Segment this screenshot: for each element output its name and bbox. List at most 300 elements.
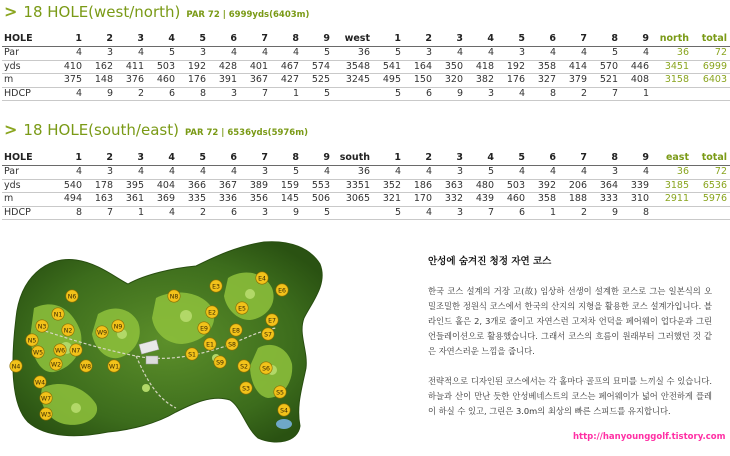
hole-marker-e7 — [266, 314, 278, 326]
row-label: m — [2, 74, 54, 88]
hole-marker-s7 — [262, 328, 274, 340]
table-cell: 428 — [209, 60, 240, 74]
table-cell: 6 — [209, 206, 240, 220]
table-cell: 5 — [302, 87, 333, 101]
hole-marker-w1 — [108, 360, 120, 372]
row-label: yds — [2, 179, 54, 193]
table-cell: 8 — [178, 87, 209, 101]
table-cell: 4 — [404, 206, 435, 220]
hole-marker-label: N8 — [169, 293, 179, 301]
south-east-scorecard — [2, 151, 730, 220]
table-cell: 335 — [178, 193, 209, 207]
table-cell: 4 — [435, 47, 466, 61]
hole-marker-n8 — [168, 290, 180, 302]
hole-marker-label: E2 — [208, 309, 216, 317]
table-cell: 4 — [240, 47, 271, 61]
hole-marker-s4 — [278, 404, 290, 416]
table-cell: 3 — [466, 87, 497, 101]
hole-marker-label: E6 — [278, 287, 286, 295]
table-cell: 4 — [466, 32, 497, 47]
table-cell: 7 — [466, 206, 497, 220]
hole-marker-label: S8 — [228, 341, 236, 349]
table-cell: 5 — [178, 32, 209, 47]
hole-marker-s9 — [214, 356, 226, 368]
table-cell: 6 — [528, 32, 559, 47]
hole-marker-w4 — [34, 376, 46, 388]
table-cell: 327 — [528, 74, 559, 88]
hole-marker-e6 — [276, 284, 288, 296]
table-cell: 4 — [404, 166, 435, 180]
table-cell: 4 — [209, 166, 240, 180]
hole-marker-label: W1 — [108, 363, 120, 371]
table-cell: 6 — [209, 151, 240, 166]
table-cell: 2911 — [652, 193, 692, 207]
table-cell: 363 — [435, 179, 466, 193]
table-cell: 4 — [54, 87, 85, 101]
table-cell: 186 — [404, 179, 435, 193]
table-cell: 4 — [147, 166, 178, 180]
table-cell — [652, 87, 692, 101]
table-cell: 7 — [240, 151, 271, 166]
table-cell: 480 — [466, 179, 497, 193]
table-cell: south — [333, 151, 373, 166]
table-cell: 570 — [590, 60, 621, 74]
south-east-title: 18 HOLE(south/east) — [23, 121, 179, 139]
table-cell: 6 — [209, 32, 240, 47]
table-cell: 408 — [621, 74, 652, 88]
table-cell: north — [652, 32, 692, 47]
table-row — [2, 179, 730, 193]
hole-marker-label: E4 — [258, 275, 266, 283]
table-cell: 5 — [466, 166, 497, 180]
table-cell: 418 — [466, 60, 497, 74]
table-cell: 176 — [497, 74, 528, 88]
table-cell: 3 — [435, 206, 466, 220]
table-cell: 391 — [209, 74, 240, 88]
hole-marker-label: E7 — [268, 317, 276, 325]
table-cell — [333, 87, 373, 101]
table-row — [2, 206, 730, 220]
table-cell: 9 — [271, 206, 302, 220]
hole-marker-label: S6 — [262, 365, 270, 373]
table-cell: 1 — [373, 151, 404, 166]
table-cell: 4 — [54, 166, 85, 180]
table-cell: 4 — [116, 47, 147, 61]
hole-marker-e8 — [230, 324, 242, 336]
table-cell: 2 — [404, 32, 435, 47]
table-cell: 310 — [621, 193, 652, 207]
table-cell: 382 — [466, 74, 497, 88]
table-row — [2, 47, 730, 61]
hole-marker-label: W6 — [54, 347, 66, 355]
table-cell: 5 — [373, 87, 404, 101]
hole-marker-w8 — [80, 360, 92, 372]
table-cell: 178 — [85, 179, 116, 193]
table-cell: 4 — [528, 166, 559, 180]
table-cell: 339 — [621, 179, 652, 193]
table-cell: 145 — [271, 193, 302, 207]
table-cell: 164 — [404, 60, 435, 74]
table-cell: 410 — [54, 60, 85, 74]
table-cell: 9 — [621, 32, 652, 47]
table-cell: 6403 — [692, 74, 730, 88]
table-cell: 7 — [559, 32, 590, 47]
table-cell: 3 — [116, 151, 147, 166]
table-cell: 5 — [147, 47, 178, 61]
table-cell: 7 — [559, 151, 590, 166]
table-cell: 6 — [147, 87, 178, 101]
row-label: Par — [2, 47, 54, 61]
table-cell: 5 — [497, 151, 528, 166]
table-cell: 170 — [404, 193, 435, 207]
table-cell: 427 — [271, 74, 302, 88]
course-description-paragraph-1: 한국 코스 설계의 거장 고(故) 임상하 선생이 설계한 코스로 그는 일본식의 오밀조밀한 정원식 코스에서 한국의 산지의 지형을 활용한 코스 설계가입니다. 블라인드 홀은 2, 3개로 줄이고 자연스런 고저차 언덕을 페어웨이 업다운과 그린 언들레이션으로 활용했습니다. 그래서 코스의 흐름이 원래부터 그러했던 것 같은 자연스러운 느낌을 줍니다. — [428, 286, 712, 356]
table-cell: 521 — [590, 74, 621, 88]
table-cell: 467 — [271, 60, 302, 74]
table-cell: 4 — [466, 47, 497, 61]
table-cell: 9 — [435, 87, 466, 101]
table-cell: 392 — [528, 179, 559, 193]
table-cell: 366 — [178, 179, 209, 193]
table-cell: 5 — [302, 47, 333, 61]
table-cell: 3 — [240, 206, 271, 220]
table-cell: 350 — [435, 60, 466, 74]
table-cell: 3 — [85, 47, 116, 61]
table-cell: 5 — [497, 32, 528, 47]
table-cell: 9 — [302, 32, 333, 47]
hole-marker-label: S3 — [242, 385, 250, 393]
table-cell: 3 — [85, 166, 116, 180]
section-title-west-north — [4, 2, 309, 24]
table-cell: 4 — [147, 151, 178, 166]
table-cell: 1 — [54, 151, 85, 166]
table-cell: 525 — [302, 74, 333, 88]
table-cell: 192 — [497, 60, 528, 74]
table-cell: 9 — [621, 151, 652, 166]
table-cell: 2 — [404, 151, 435, 166]
table-cell: 1 — [528, 206, 559, 220]
hole-marker-s2 — [238, 360, 250, 372]
table-cell: 36 — [333, 47, 373, 61]
pond — [276, 419, 292, 429]
table-row — [2, 166, 730, 180]
table-cell: 5 — [302, 206, 333, 220]
table-cell: 206 — [559, 179, 590, 193]
table-cell: 2 — [116, 87, 147, 101]
table-cell: 4 — [559, 47, 590, 61]
table-cell: 7 — [590, 87, 621, 101]
table-cell: total — [692, 151, 730, 166]
hole-marker-label: S1 — [188, 351, 196, 359]
table-cell: 176 — [178, 74, 209, 88]
table-cell: 3 — [590, 166, 621, 180]
table-cell: 1 — [116, 206, 147, 220]
south-east-subtitle: PAR 72 | 6536yds(5976m) — [184, 128, 308, 138]
table-cell: 4 — [621, 47, 652, 61]
table-cell: 356 — [240, 193, 271, 207]
table-cell: 6999 — [692, 60, 730, 74]
hole-marker-label: S2 — [240, 363, 248, 371]
table-cell: 395 — [116, 179, 147, 193]
table-cell: 8 — [271, 151, 302, 166]
table-cell: 4 — [373, 166, 404, 180]
header-row — [2, 151, 730, 166]
table-cell: 6536 — [692, 179, 730, 193]
table-cell: 36 — [652, 47, 692, 61]
table-cell: 1 — [54, 32, 85, 47]
hole-marker-label: N1 — [53, 311, 63, 319]
row-label: Par — [2, 166, 54, 180]
table-cell: 72 — [692, 166, 730, 180]
row-label: HOLE — [2, 32, 54, 47]
table-cell: 4 — [528, 47, 559, 61]
table-cell: 3 — [178, 47, 209, 61]
table-cell: 375 — [54, 74, 85, 88]
row-label: yds — [2, 60, 54, 74]
hole-marker-e9 — [198, 322, 210, 334]
hole-marker-label: E1 — [206, 341, 214, 349]
table-row — [2, 87, 730, 101]
table-cell: 358 — [528, 60, 559, 74]
table-cell: 320 — [435, 74, 466, 88]
table-cell: 4 — [497, 87, 528, 101]
hole-marker-n4 — [10, 360, 22, 372]
table-cell: 6 — [497, 206, 528, 220]
hole-marker-label: W8 — [80, 363, 92, 371]
course-description-title: 안성에 숨겨진 청정 자연 코스 — [428, 256, 552, 267]
hole-marker-w7 — [40, 392, 52, 404]
table-cell: 460 — [147, 74, 178, 88]
table-cell: 4 — [466, 151, 497, 166]
table-cell: 4 — [497, 166, 528, 180]
hole-marker-label: W3 — [40, 411, 52, 419]
row-label: HOLE — [2, 151, 54, 166]
table-cell: 3451 — [652, 60, 692, 74]
table-cell: 3 — [435, 166, 466, 180]
hole-marker-label: E5 — [238, 305, 246, 313]
hole-marker-label: S5 — [276, 389, 284, 397]
table-cell — [652, 206, 692, 220]
section-title-south-east — [4, 120, 308, 142]
hole-marker-e1 — [204, 338, 216, 350]
table-cell: 3 — [116, 32, 147, 47]
table-cell: 4 — [178, 166, 209, 180]
hole-marker-w2 — [50, 358, 62, 370]
table-cell: 3 — [240, 166, 271, 180]
hole-marker-label: E9 — [200, 325, 208, 333]
table-cell: 376 — [116, 74, 147, 88]
table-cell: 4 — [147, 32, 178, 47]
hole-marker-label: W4 — [34, 379, 46, 387]
hole-marker-n6 — [66, 290, 78, 302]
table-cell: 5976 — [692, 193, 730, 207]
table-cell: 9 — [302, 151, 333, 166]
hole-marker-n3 — [36, 320, 48, 332]
table-cell: 1 — [271, 87, 302, 101]
table-cell: 150 — [404, 74, 435, 88]
table-cell: 3 — [435, 151, 466, 166]
hole-marker-label: N6 — [67, 293, 77, 301]
table-cell: 3245 — [333, 74, 373, 88]
row-label: HDCP — [2, 206, 54, 220]
table-cell: 162 — [85, 60, 116, 74]
table-cell: 1 — [373, 32, 404, 47]
table-cell: 36 — [333, 166, 373, 180]
table-cell: 2 — [559, 206, 590, 220]
hole-marker-s6 — [260, 362, 272, 374]
table-cell: 333 — [590, 193, 621, 207]
course-map — [6, 238, 332, 448]
hole-marker-s8 — [226, 338, 238, 350]
table-cell: 1 — [621, 87, 652, 101]
table-cell: 495 — [373, 74, 404, 88]
table-cell: 494 — [54, 193, 85, 207]
table-cell: 148 — [85, 74, 116, 88]
table-cell: 411 — [116, 60, 147, 74]
table-cell: 336 — [209, 193, 240, 207]
table-cell: 540 — [54, 179, 85, 193]
table-cell: total — [692, 32, 730, 47]
table-cell: 367 — [209, 179, 240, 193]
west-north-title: 18 HOLE(west/north) — [23, 3, 181, 21]
hole-marker-w9 — [96, 326, 108, 338]
table-cell — [333, 206, 373, 220]
hole-marker-label: N9 — [113, 323, 123, 331]
hole-marker-label: N3 — [37, 323, 47, 331]
table-cell: 9 — [85, 87, 116, 101]
table-cell: 7 — [240, 87, 271, 101]
hole-marker-label: N5 — [27, 337, 37, 345]
table-cell: 7 — [85, 206, 116, 220]
table-cell: 460 — [497, 193, 528, 207]
table-cell: 352 — [373, 179, 404, 193]
table-cell: 446 — [621, 60, 652, 74]
hole-marker-label: W5 — [32, 349, 44, 357]
table-cell: 506 — [302, 193, 333, 207]
table-cell: 4 — [621, 166, 652, 180]
table-cell: 367 — [240, 74, 271, 88]
table-cell: 503 — [147, 60, 178, 74]
hole-marker-label: S7 — [264, 331, 272, 339]
table-cell: 3158 — [652, 74, 692, 88]
hole-marker-label: E8 — [232, 327, 240, 335]
table-cell: 369 — [147, 193, 178, 207]
hole-marker-label: S4 — [280, 407, 288, 415]
table-cell: 5 — [178, 151, 209, 166]
table-row — [2, 193, 730, 207]
hole-marker-e5 — [236, 302, 248, 314]
hole-marker-n2 — [62, 324, 74, 336]
table-cell: 4 — [271, 47, 302, 61]
hole-marker-s3 — [240, 382, 252, 394]
table-cell: 379 — [559, 74, 590, 88]
hole-marker-w3 — [40, 408, 52, 420]
hole-marker-label: S9 — [216, 359, 224, 367]
table-cell: 8 — [590, 32, 621, 47]
table-cell: 541 — [373, 60, 404, 74]
table-cell: 3065 — [333, 193, 373, 207]
hole-marker-label: W9 — [96, 329, 108, 337]
table-cell: 503 — [497, 179, 528, 193]
hole-marker-s1 — [186, 348, 198, 360]
hole-marker-s5 — [274, 386, 286, 398]
table-cell: 72 — [692, 47, 730, 61]
table-cell: 3 — [404, 47, 435, 61]
hole-marker-e4 — [256, 272, 268, 284]
table-cell: 574 — [302, 60, 333, 74]
table-cell: 4 — [116, 166, 147, 180]
table-cell: 361 — [116, 193, 147, 207]
hole-marker-n1 — [52, 308, 64, 320]
hole-marker-label: N7 — [71, 347, 81, 355]
table-row — [2, 60, 730, 74]
table-cell: 36 — [652, 166, 692, 180]
chevron-right-icon: > — [4, 120, 18, 139]
table-cell: 2 — [85, 151, 116, 166]
table-cell: 2 — [559, 87, 590, 101]
table-cell: 3351 — [333, 179, 373, 193]
table-cell: 163 — [85, 193, 116, 207]
table-cell: 4 — [209, 47, 240, 61]
table-cell: 6 — [528, 151, 559, 166]
row-label: m — [2, 193, 54, 207]
table-cell: 5 — [271, 166, 302, 180]
west-north-subtitle: PAR 72 | 6999yds(6403m) — [186, 10, 310, 20]
table-cell: 192 — [178, 60, 209, 74]
table-cell: 358 — [528, 193, 559, 207]
table-cell: 332 — [435, 193, 466, 207]
course-description-paragraph-2: 전략적으로 디자인된 코스에서는 각 홀마다 골프의 묘미를 느끼실 수 있습니다. 하늘과 산이 만난 듯한 안성베네스트의 코스는 페어웨이가 넓어 안전하게 플레이 하실 수 있고, 그린은 3.0m의 최상의 빠른 스피드를 유지합니다. — [428, 376, 712, 416]
table-cell: 5 — [590, 47, 621, 61]
table-cell: 2 — [85, 32, 116, 47]
table-cell — [692, 206, 730, 220]
table-cell: 6 — [404, 87, 435, 101]
table-cell: 5 — [373, 206, 404, 220]
hole-marker-label: W2 — [50, 361, 62, 369]
table-cell: 321 — [373, 193, 404, 207]
table-cell: 3 — [209, 87, 240, 101]
table-cell: 3 — [435, 32, 466, 47]
watermark-url: http://hanyounggolf.tistory.com — [573, 432, 726, 442]
table-cell — [692, 87, 730, 101]
row-label: HDCP — [2, 87, 54, 101]
hole-marker-w5 — [32, 346, 44, 358]
table-cell: 159 — [271, 179, 302, 193]
table-cell: 7 — [240, 32, 271, 47]
hole-marker-label: N2 — [63, 327, 73, 335]
table-cell: 8 — [621, 206, 652, 220]
table-cell: 401 — [240, 60, 271, 74]
table-cell: 5 — [373, 47, 404, 61]
hole-marker-w6 — [54, 344, 66, 356]
hole-marker-n7 — [70, 344, 82, 356]
hole-marker-label: E3 — [212, 283, 220, 291]
table-cell: 404 — [147, 179, 178, 193]
table-cell: 3548 — [333, 60, 373, 74]
table-cell: 4 — [302, 166, 333, 180]
table-row — [2, 74, 730, 88]
table-cell: 4 — [147, 206, 178, 220]
table-cell: 3 — [497, 47, 528, 61]
hole-marker-n9 — [112, 320, 124, 332]
west-north-scorecard — [2, 32, 730, 101]
chevron-right-icon: > — [4, 2, 18, 21]
table-cell: 8 — [271, 32, 302, 47]
table-cell: 3185 — [652, 179, 692, 193]
header-row — [2, 32, 730, 47]
table-cell: 8 — [528, 87, 559, 101]
table-cell: 8 — [590, 151, 621, 166]
